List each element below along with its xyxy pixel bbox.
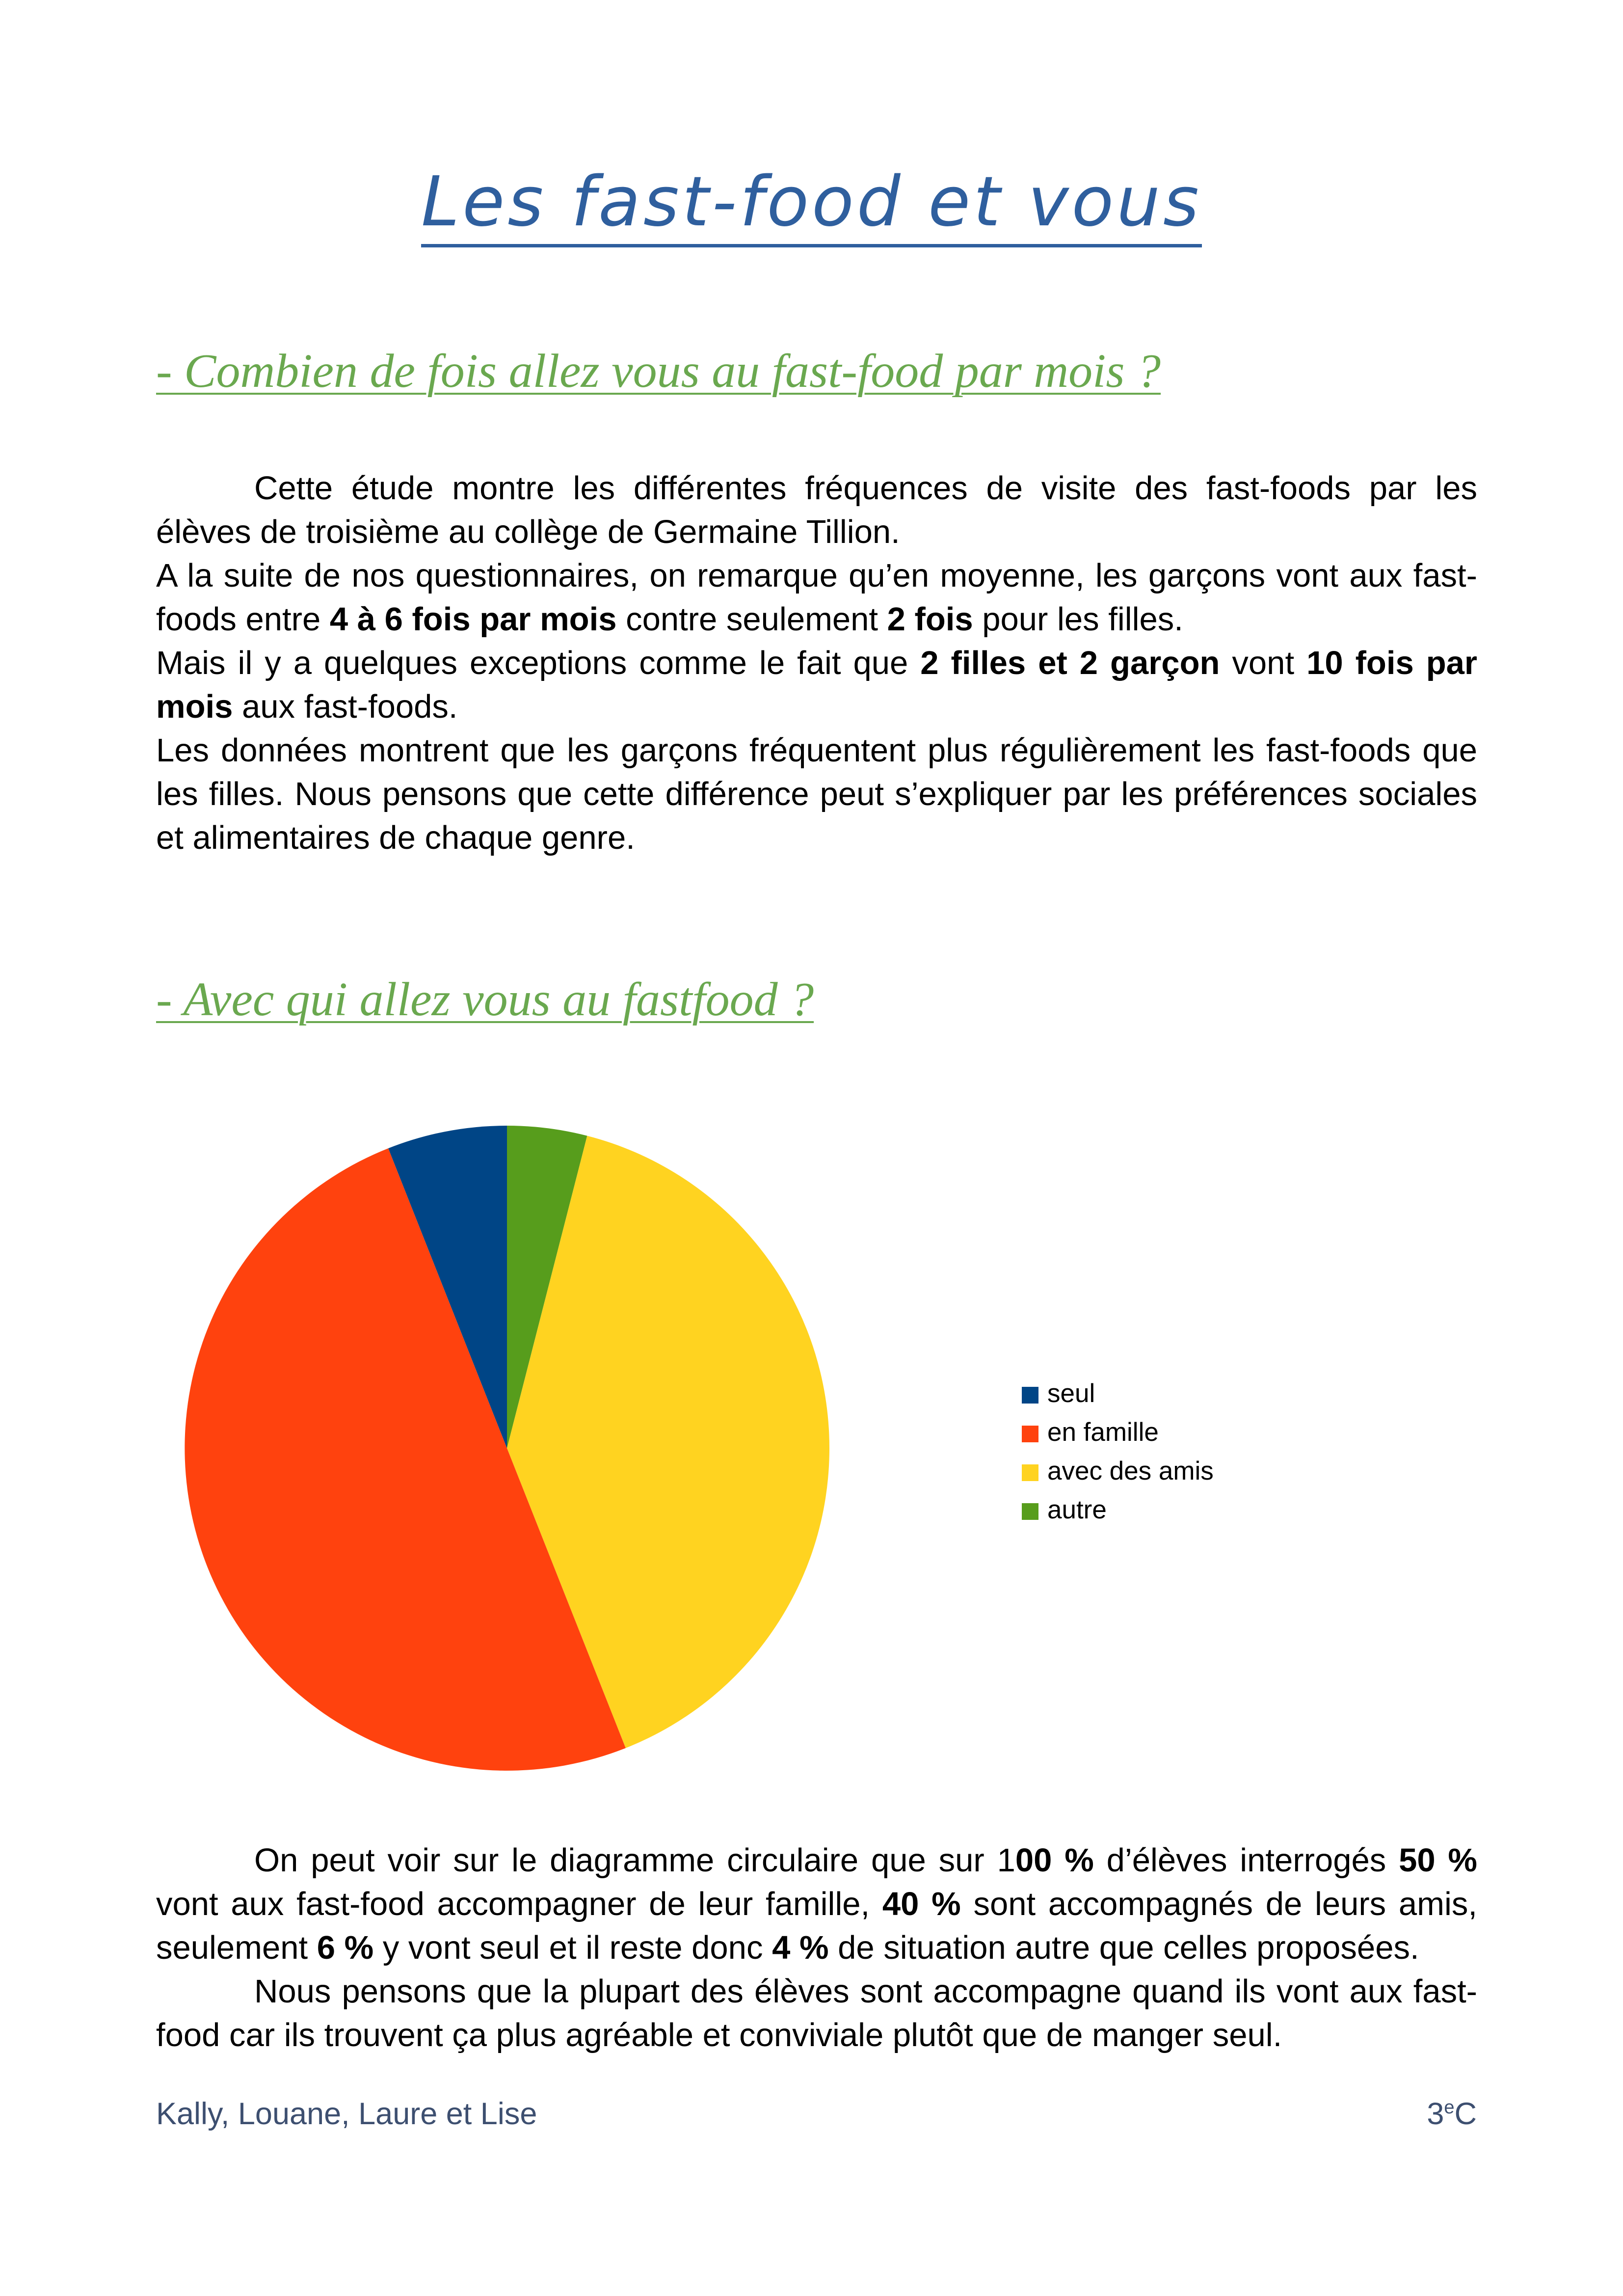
class-letter: C bbox=[1454, 2097, 1477, 2131]
paragraph bbox=[156, 554, 1477, 641]
legend-label: seul bbox=[1047, 1379, 1095, 1408]
legend-label: autre bbox=[1047, 1495, 1107, 1524]
page-title-text: Les fast-food et vous bbox=[421, 162, 1202, 247]
frequency-paragraphs bbox=[156, 466, 1477, 860]
bold-text: 40 % bbox=[882, 1886, 961, 1922]
bold-text: 4 à 6 fois par mois bbox=[329, 601, 617, 638]
legend-swatch bbox=[1022, 1387, 1038, 1404]
legend-item bbox=[1022, 1378, 1095, 1408]
text-run: contre seulement bbox=[616, 601, 887, 638]
text-run: pour les filles. bbox=[973, 601, 1183, 638]
bold-text: 10 fois par mois bbox=[156, 645, 1477, 725]
paragraph: Nous pensons que la plupart des élèves sont accompagne quand ils vont aux fast-food car ils trouvent ça plus agréable et conviviale plutôt que de manger seul. bbox=[156, 1973, 1477, 2053]
section-heading-frequency: - Combien de fois allez vous au fast-food par mois ? bbox=[156, 345, 1161, 398]
legend-swatch bbox=[1022, 1464, 1038, 1481]
class-superscript: e bbox=[1444, 2097, 1455, 2118]
text-run: A la suite de nos questionnaires, on remarque qu’en moyenne, les garçons vont aux fast-foods entre bbox=[156, 557, 1477, 638]
text-run: vont aux fast-food accompagner de leur famille, bbox=[156, 1886, 882, 1922]
paragraph bbox=[156, 641, 1477, 729]
footer-authors: Kally, Louane, Laure et Lise bbox=[156, 2097, 537, 2131]
legend-swatch bbox=[1022, 1426, 1038, 1442]
company-paragraphs bbox=[156, 1838, 1477, 2057]
pie-slice-en-famille bbox=[185, 1148, 625, 1771]
text-run: Mais il y a quelques exceptions comme le fait que bbox=[156, 645, 921, 681]
bold-text: 2 filles et 2 garçon bbox=[920, 645, 1220, 681]
class-level: 3 bbox=[1427, 2097, 1444, 2131]
text-run: d’élèves interrogés bbox=[1093, 1842, 1399, 1879]
pie-slice-seul bbox=[388, 1126, 507, 1448]
legend-item bbox=[1022, 1417, 1159, 1447]
footer-class bbox=[1427, 2096, 1477, 2132]
legend-item bbox=[1022, 1495, 1107, 1525]
bold-text: 4 % bbox=[772, 1929, 829, 1966]
pie-slice-autre bbox=[507, 1126, 587, 1448]
paragraph: Les données montrent que les garçons fréquentent plus régulièrement les fast-foods que les filles. Nous pensons que cette différence peut s’expliquer par les préférences sociales et alimentaires de chaque genre. bbox=[156, 732, 1477, 856]
text-run: de situation autre que celles proposées. bbox=[828, 1929, 1419, 1966]
legend-swatch bbox=[1022, 1503, 1038, 1520]
text-run: vont bbox=[1220, 645, 1307, 681]
text-run: y vont seul et il reste donc bbox=[373, 1929, 772, 1966]
legend-label: en famille bbox=[1047, 1418, 1159, 1447]
bold-text: 6 % bbox=[317, 1929, 374, 1966]
legend-item bbox=[1022, 1456, 1214, 1486]
text-run: aux fast-foods. bbox=[233, 688, 458, 725]
page-title bbox=[0, 162, 1623, 242]
pie-slice-avec-des-amis bbox=[507, 1136, 829, 1748]
bold-text: 50 % bbox=[1399, 1842, 1477, 1879]
legend-label: avec des amis bbox=[1047, 1457, 1214, 1486]
text-run: On peut voir sur le diagramme circulaire que sur 1 bbox=[254, 1842, 1015, 1879]
bold-text: 2 fois bbox=[887, 601, 973, 638]
pie-slices bbox=[185, 1126, 829, 1771]
paragraph bbox=[156, 1838, 1477, 1970]
section-heading-company: - Avec qui allez vous au fastfood ? bbox=[156, 973, 814, 1026]
text-run: sont accompagnés de leurs amis, seulement bbox=[156, 1886, 1477, 1966]
bold-text: 00 % bbox=[1015, 1842, 1094, 1879]
paragraph: Cette étude montre les différentes fréquences de visite des fast-foods par les élèves de troisième au collège de Germaine Tillion. bbox=[156, 470, 1477, 550]
